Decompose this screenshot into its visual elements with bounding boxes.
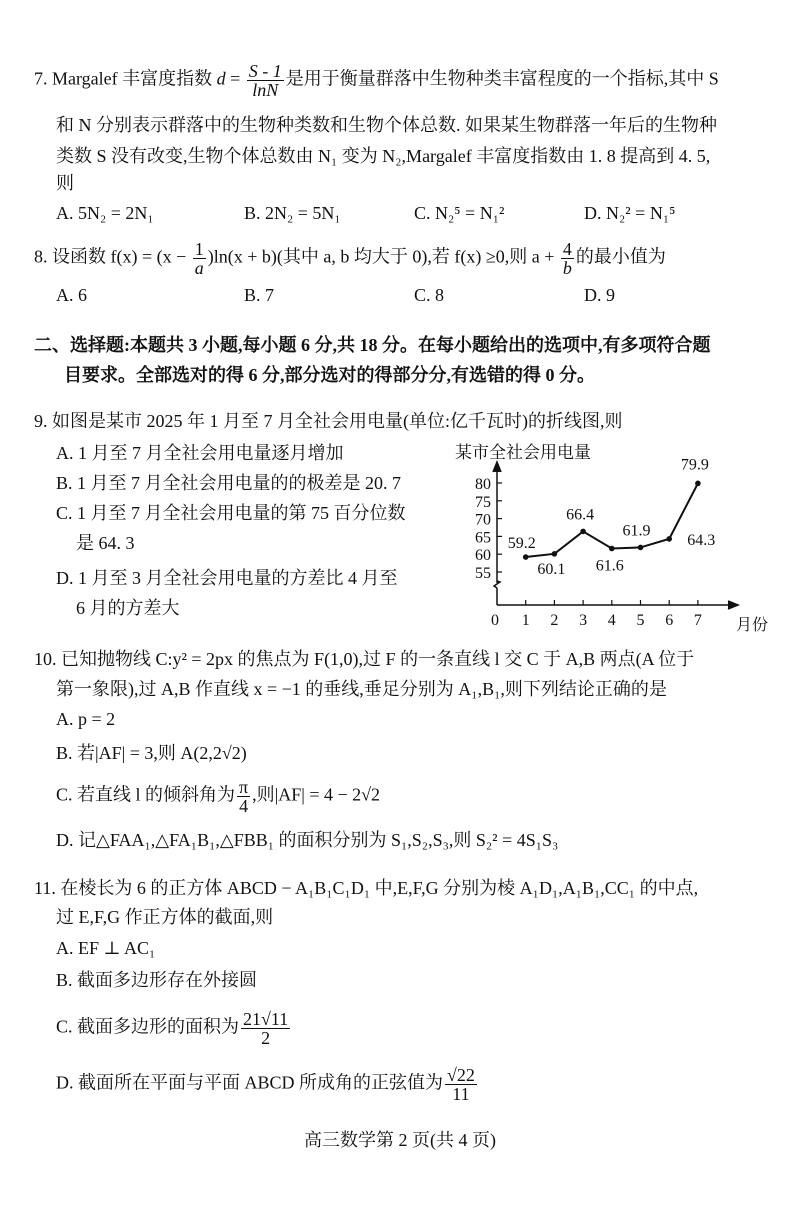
- x-tick-label: 6: [665, 612, 674, 629]
- frac-num: 1: [194, 239, 204, 259]
- q11-c-text: C. 截面多边形的面积为: [56, 1016, 240, 1037]
- q8-text: 的最小值为: [575, 246, 666, 267]
- data-label: 60.1: [537, 560, 566, 578]
- q7-line-1: [34, 62, 719, 99]
- frac-num: S - 1: [248, 61, 282, 81]
- y-tick-label: 60: [475, 547, 491, 565]
- q7-fraction: [247, 62, 284, 99]
- x-tick-label: 3: [579, 612, 588, 629]
- frac-num: π: [239, 777, 249, 797]
- data-point: [523, 554, 529, 560]
- y-tick-label: 75: [475, 493, 491, 511]
- question-number: 8.: [34, 246, 48, 267]
- data-point: [695, 481, 701, 487]
- q7-line-2: 和 N 分别表示群落中的生物种类数和生物个体总数. 如果某生物群落一年后的生物种: [56, 115, 717, 135]
- q9-option-a: A. 1 月至 7 月全社会用电量逐月增加: [56, 443, 344, 463]
- x-axis-label: 月份: [736, 617, 769, 634]
- data-point: [580, 529, 586, 535]
- frac-den: a: [194, 258, 204, 278]
- q10-c-text: ,则|AF| = 4 − 2√2: [252, 784, 381, 805]
- q7-eq: =: [225, 68, 241, 89]
- q9-option-d-line-2: 6 月的方差大: [76, 598, 180, 618]
- question-number: 7.: [34, 68, 48, 89]
- q10-option-d: D. 记△FAA₁,△FA₁B₁,△FBB₁ 的面积分别为 S₁,S₂,S₃,则 S₂² = 4S₁S₃: [56, 830, 559, 850]
- q7-option-c: C. N₂⁵ = N₁²: [414, 203, 505, 223]
- q9-option-b: B. 1 月至 7 月全社会用电量的的极差是 20. 7: [56, 473, 402, 493]
- q10-option-c: [56, 778, 380, 815]
- q9-option-c-line-1: C. 1 月至 7 月全社会用电量的第 75 百分位数: [56, 503, 406, 523]
- data-label: 79.9: [680, 456, 709, 474]
- data-label: 61.6: [595, 557, 624, 575]
- q11-option-b: B. 截面多边形存在外接圆: [56, 970, 258, 990]
- x-tick-label: 4: [607, 612, 616, 629]
- q10-c-fraction: [237, 778, 250, 815]
- y-tick-label: 55: [475, 565, 491, 582]
- q9-stem: 9. 如图是某市 2025 年 1 月至 7 月全社会用电量(单位:亿千瓦时)的折线图,则: [34, 411, 623, 431]
- data-point: [638, 545, 644, 551]
- q8-text: 设函数 f(x) = (x −: [52, 246, 187, 267]
- q9-option-c-line-2: 是 64. 3: [76, 533, 135, 553]
- frac-den: 11: [452, 1084, 470, 1104]
- data-point: [552, 551, 558, 557]
- q10-option-a: A. p = 2: [56, 709, 116, 729]
- q8-fraction-2: [561, 240, 574, 277]
- chart-title: 某市全社会用电量: [455, 443, 591, 462]
- q8-line-1: [34, 240, 666, 277]
- q11-c-fraction: [241, 1010, 290, 1047]
- q7-option-d: D. N₂² = N₁⁵: [584, 203, 676, 223]
- data-label: 61.9: [622, 522, 651, 540]
- electricity-line-chart: [440, 440, 780, 640]
- q11-option-a: A. EF ⊥ AC₁: [56, 938, 156, 958]
- q7-text: Margalef 丰富度指数: [52, 68, 217, 89]
- frac-den: 2: [261, 1028, 271, 1048]
- q11-option-c: [56, 1010, 292, 1047]
- x-tick-label: 0: [491, 612, 499, 629]
- q11-line-1: 11. 在棱长为 6 的正方体 ABCD − A₁B₁C₁D₁ 中,E,F,G 分别为棱 A₁D₁,A₁B₁,CC₁ 的中点,: [34, 878, 699, 898]
- q8-option-b: B. 7: [244, 285, 275, 305]
- data-point: [666, 536, 672, 542]
- frac-num: √22: [447, 1065, 475, 1085]
- q8-fraction-1: [193, 240, 206, 277]
- frac-num: 21√11: [243, 1009, 289, 1029]
- q10-line-1: 10. 已知抛物线 C:y² = 2px 的焦点为 F(1,0),过 F 的一条直线 l 交 C 于 A,B 两点(A 位于: [34, 649, 695, 669]
- q10-line-2: 第一象限),过 A,B 作直线 x = −1 的垂线,垂足分别为 A₁,B₁,则下列结论正确的是: [56, 679, 667, 699]
- q10-option-b: B. 若|AF| = 3,则 A(2,2√2): [56, 743, 247, 763]
- page-footer: 高三数学第 2 页(共 4 页): [304, 1130, 496, 1150]
- x-tick-label: 5: [636, 612, 645, 629]
- data-label: 64.3: [687, 531, 716, 549]
- x-axis-arrow: [728, 601, 738, 609]
- y-tick-label: 80: [475, 476, 491, 493]
- q11-d-fraction: [445, 1066, 477, 1103]
- frac-num: 4: [562, 239, 572, 259]
- frac-den: b: [562, 258, 572, 278]
- x-tick-label: 2: [550, 612, 559, 629]
- y-axis-arrow: [493, 462, 501, 472]
- q9-option-d-line-1: D. 1 月至 3 月全社会用电量的方差比 4 月至: [56, 568, 398, 588]
- q8-option-a: A. 6: [56, 285, 87, 305]
- q11-d-text: D. 截面所在平面与平面 ABCD 所成角的正弦值为: [56, 1072, 444, 1093]
- y-tick-label: 70: [475, 511, 491, 529]
- q8-option-d: D. 9: [584, 285, 615, 305]
- q7-text: 是用于衡量群落中生物种类丰富程度的一个指标,其中 S: [285, 68, 719, 89]
- section-heading-line-1: 二、选择题:本题共 3 小题,每小题 6 分,共 18 分。在每小题给出的选项中,有多项符合题: [34, 335, 711, 355]
- frac-den: 4: [239, 796, 249, 816]
- y-tick-label: 65: [475, 529, 491, 547]
- x-tick-label: 7: [693, 612, 702, 629]
- q8-option-c: C. 8: [414, 285, 445, 305]
- q11-option-d: [56, 1066, 479, 1103]
- data-label: 66.4: [566, 506, 595, 524]
- q8-text: )ln(x + b)(其中 a, b 均大于 0),若 f(x) ≥0,则 a +: [207, 246, 555, 267]
- q7-line-4: 则: [56, 173, 74, 193]
- q7-line-3: 类数 S 没有改变,生物个体总数由 N₁ 变为 N₂,Margalef 丰富度指数由 1. 8 提高到 4. 5,: [56, 146, 711, 166]
- q7-option-b: B. 2N₂ = 5N₁: [244, 203, 341, 223]
- frac-den: lnN: [252, 80, 279, 100]
- q7-var-d: d: [216, 68, 226, 89]
- data-label: 59.2: [507, 535, 536, 553]
- q7-option-a: A. 5N₂ = 2N₁: [56, 203, 154, 223]
- x-tick-label: 1: [521, 612, 530, 629]
- q11-line-2: 过 E,F,G 作正方体的截面,则: [56, 907, 274, 927]
- section-heading-line-2: 目要求。全部选对的得 6 分,部分选对的得部分分,有选错的得 0 分。: [64, 365, 595, 385]
- data-point: [609, 546, 615, 552]
- q10-c-text: C. 若直线 l 的倾斜角为: [56, 784, 236, 805]
